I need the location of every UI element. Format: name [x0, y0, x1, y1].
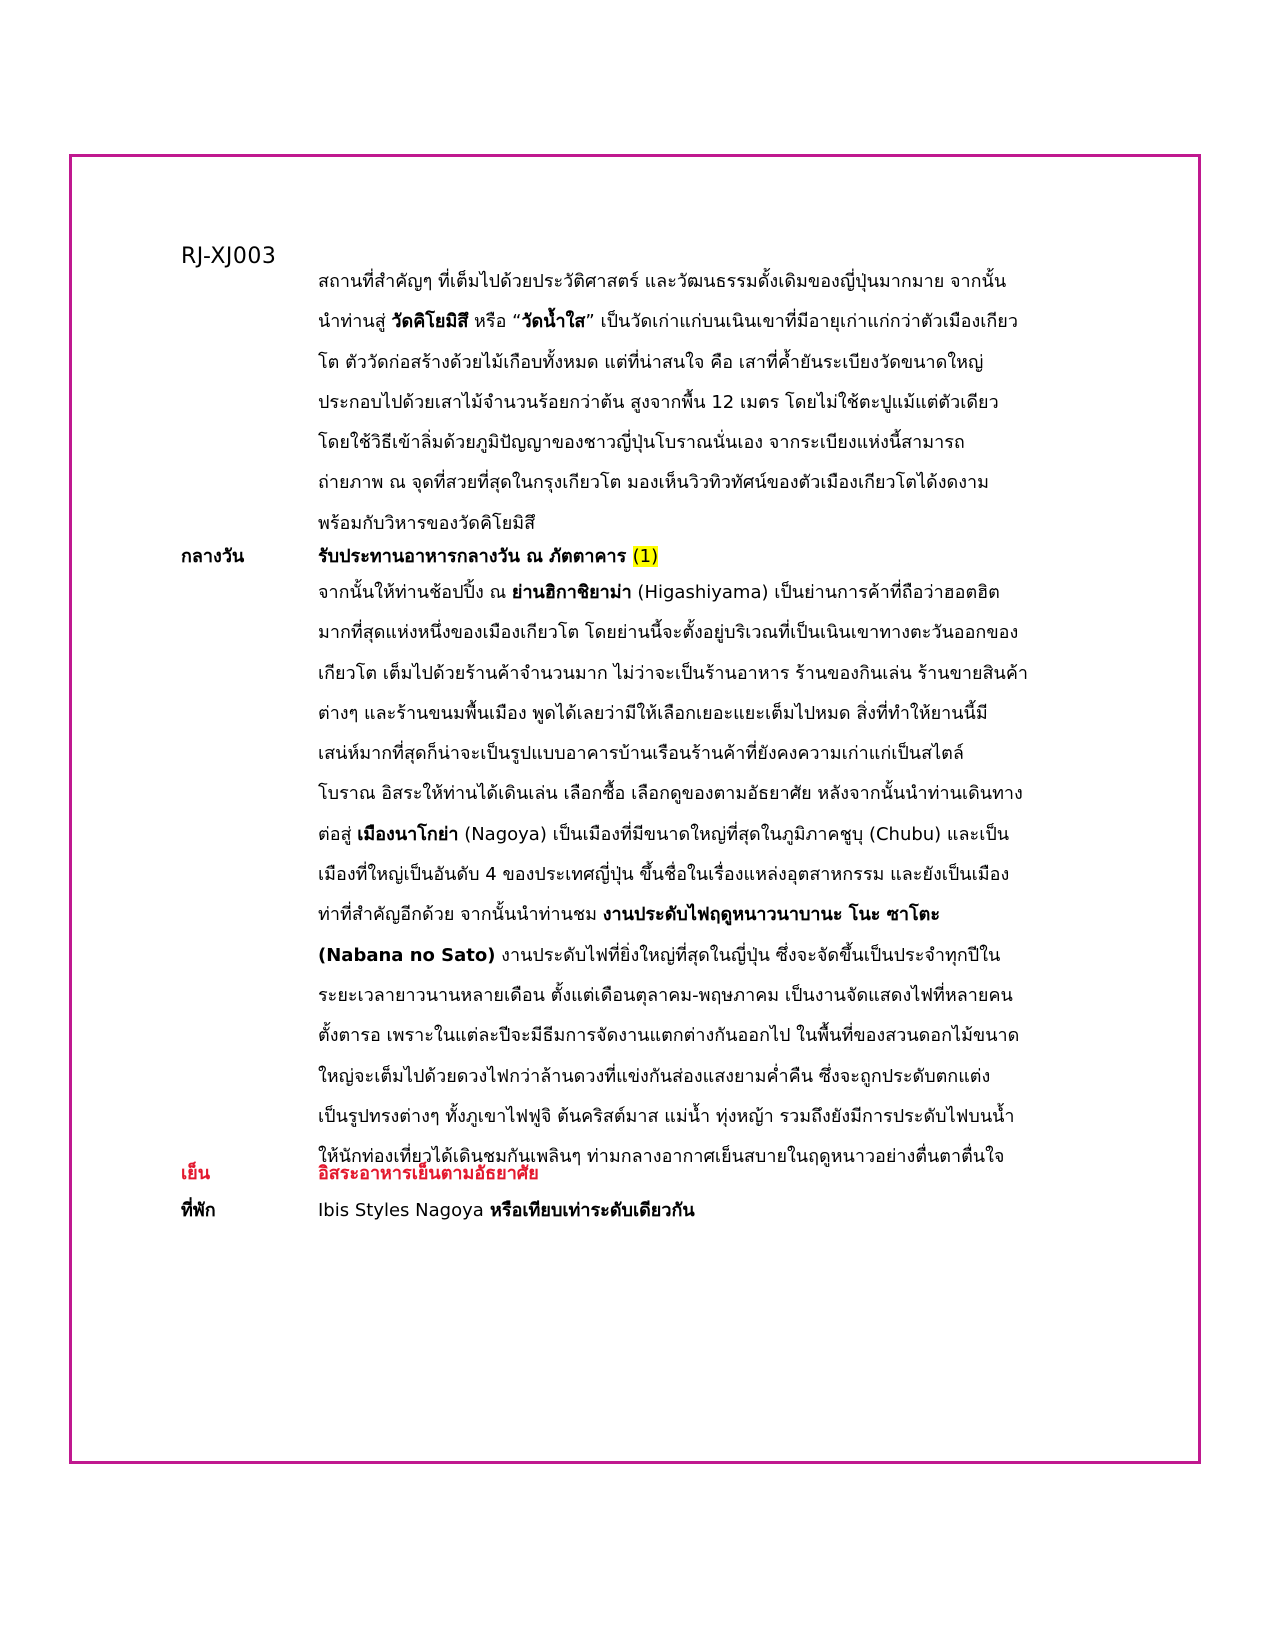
text-line: เสน่ห์มากที่สุดก็น่าจะเป็นรูปแบบอาคารบ้านเรือนร้านค้าที่ยังคงความเก่าแก่เป็นสไตล์: [318, 743, 964, 765]
text-line: สถานที่สำคัญๆ ที่เต็มไปด้วยประวัติศาสตร์ และวัฒนธรรมดั้งเดิมของญี่ปุ่นมากมาย จากนั้น: [318, 271, 1007, 292]
text-line: เกียวโต เต็มไปด้วยร้านค้าจำนวนมาก ไม่ว่าจะเป็นร้านอาหาร ร้านของกินเล่น ร้านขายสินค้า: [318, 662, 1028, 684]
afternoon-description: [318, 573, 1090, 1177]
text-line: นำท่านสู่ วัดคิโยมิสึ หรือ “วัดน้ำใส” เป็นวัดเก่าแก่บนเนินเขาที่มีอายุเก่าแก่กว่าตัวเมืองเกียว: [318, 311, 1018, 333]
text-line: ใหญ่จะเต็มไปด้วยดวงไฟกว่าล้านดวงที่แข่งกันส่องแสงยามค่ำคืน ซึ่งจะถูกประดับตกแต่ง: [318, 1065, 991, 1087]
hotel-name: Ibis Styles Nagoya: [318, 1200, 484, 1221]
text-line: โต ตัววัดก่อสร้างด้วยไม้เกือบทั้งหมด แต่ที่น่าสนใจ คือ เสาที่ค้ำยันระเบียงวัดขนาดใหญ่: [318, 351, 984, 373]
text-line: ประกอบไปด้วยเสาไม้จำนวนร้อยกว่าต้น สูงจากพื้น 12 เมตร โดยไม่ใช้ตะปูแม้แต่ตัวเดียว: [318, 391, 999, 413]
meal-note-highlight: (1): [632, 546, 659, 567]
text-line: มากที่สุดแห่งหนึ่งของเมืองเกียวโต โดยย่านนี้จะตั้งอยู่บริเวณที่เป็นเนินเขาทางตะวันออกของ: [318, 622, 1019, 644]
text-line: ท่าที่สำคัญอีกด้วย จากนั้นนำท่านชม งานประดับไฟฤดูหนาวนาบานะ โนะ ซาโตะ: [318, 904, 941, 926]
text-line: ตั้งตารอ เพราะในแต่ละปีจะมีธีมการจัดงานแตกต่างกันออกไป ในพื้นที่ของสวนดอกไม้ขนาด: [318, 1025, 1020, 1047]
dinner-row: [181, 1154, 1101, 1194]
text-line: เมืองที่ใหญ่เป็นอันดับ 4 ของประเทศญี่ปุ่น ขึ้นชื่อในเรื่องแหล่งอุตสาหกรรม และยังเป็นเมือง: [318, 864, 1010, 886]
text-line: ต่อสู่ เมืองนาโกย่า (Nagoya) เป็นเมืองที่มีขนาดใหญ่ที่สุดในภูมิภาคชูบุ (Chubu) และเป็น: [318, 823, 1010, 845]
text-line: จากนั้นให้ท่านช้อปปิ้ง ณ ย่านฮิกาชิยาม่า (Higashiyama) เป็นย่านการค้าที่ถือว่าฮอตฮิต: [318, 582, 1000, 603]
text-line: โดยใช้วิธีเข้าลิ่มด้วยภูมิปัญญาของชาวญี่ปุ่นโบราณนั่นเอง จากระเบียงแห่งนี้สามารถ: [318, 432, 965, 454]
text-line: โบราณ อิสระให้ท่านได้เดินเล่น เลือกซื้อ เลือกดูของตามอัธยาศัย หลังจากนั้นนำท่านเดินทาง: [318, 783, 1023, 805]
hotel-suffix: หรือเทียบเท่าระดับเดียวกัน: [483, 1200, 695, 1221]
dinner-label: เย็น: [181, 1163, 211, 1184]
attraction-description: [318, 262, 1090, 544]
hotel-label: ที่พัก: [181, 1200, 216, 1221]
hotel-text: [318, 1191, 695, 1231]
text-line: เป็นรูปทรงต่างๆ ทั้งภูเขาไฟฟูจิ ต้นคริสต์มาส แม่น้ำ ทุ่งหญ้า รวมถึงยังมีการประดับไฟบนน้ำ: [318, 1105, 1015, 1127]
lunch-text: รับประทานอาหารกลางวัน ณ ภัตตาคาร (1): [318, 546, 659, 567]
hotel-row: [181, 1191, 1101, 1231]
dinner-text: อิสระอาหารเย็นตามอัธยาศัย: [318, 1163, 539, 1184]
lunch-label: กลางวัน: [181, 546, 245, 567]
text-line: พร้อมกับวิหารของวัดคิโยมิสึ: [318, 512, 536, 534]
text-line: (Nabana no Sato) งานประดับไฟที่ยิ่งใหญ่ที่สุดในญี่ปุ่น ซึ่งจะจัดขึ้นเป็นประจำทุกปีใน: [318, 944, 1001, 966]
lunch-row: [181, 537, 1101, 577]
text-line: ให้นักท่องเที่ยวได้เดินชมกันเพลินๆ ท่ามกลางอากาศเย็นสบายในฤดูหนาวอย่างตื่นตาตื่นใจ: [318, 1146, 1005, 1168]
text-line: ถ่ายภาพ ณ จุดที่สวยที่สุดในกรุงเกียวโต มองเห็นวิวทิวทัศน์ของตัวเมืองเกียวโตได้งดงาม: [318, 472, 989, 494]
text-line: ระยะเวลายาวนานหลายเดือน ตั้งแต่เดือนตุลาคม-พฤษภาคม เป็นงานจัดแสดงไฟที่หลายคน: [318, 984, 1013, 1006]
text-line: ต่างๆ และร้านขนมพื้นเมือง พูดได้เลยว่ามีให้เลือกเยอะแยะเต็มไปหมด สิ่งที่ทำให้ยานนี้มี: [318, 702, 988, 724]
tour-code: RJ-XJ003: [181, 244, 277, 269]
